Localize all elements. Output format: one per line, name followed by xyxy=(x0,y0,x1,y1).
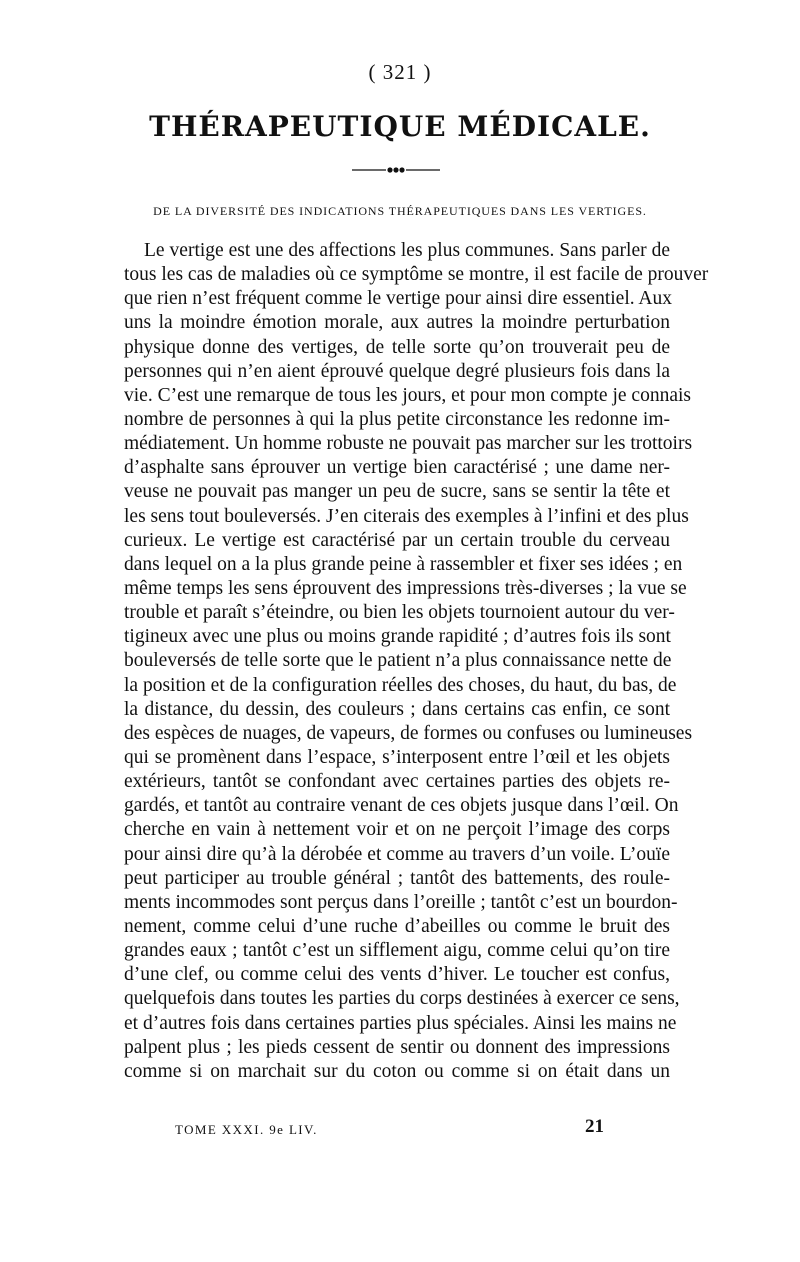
text-line: ments incommodes sont perçus dans l’oreille ; tantôt c’est un bourdon- xyxy=(124,891,678,913)
text-line: trouble et paraît s’éteindre, ou bien les objets tournoient autour du ver- xyxy=(124,602,675,624)
footer-volume: TOME XXXI. 9e LIV. xyxy=(175,1122,318,1137)
text-line: qui se promènent dans l’espace, s’interposent entre l’œil et les objets xyxy=(124,746,670,768)
text-line: gardés, et tantôt au contraire venant de ces objets jusque dans l’œil. On xyxy=(124,795,679,817)
ornament-divider xyxy=(350,165,442,175)
footer-signature: 21 xyxy=(585,1116,604,1137)
text-line: peut participer au trouble général ; tantôt des battements, des roule- xyxy=(124,867,670,889)
page-number: ( 321 ) xyxy=(368,60,432,84)
text-line: d’une clef, ou comme celui des vents d’hiver. Le toucher est confus, xyxy=(124,964,670,986)
text-line: dans lequel on a la plus grande peine à rassembler et fixer ses idées ; en xyxy=(124,553,683,575)
text-line: extérieurs, tantôt se confondant avec certaines parties des objets re- xyxy=(124,771,670,793)
text-line: quelquefois dans toutes les parties du corps destinées à exercer ce sens, xyxy=(124,988,680,1010)
text-line: tous les cas de maladies où ce symptôme se montre, il est facile de prouver xyxy=(124,264,709,286)
text-line: nement, comme celui d’une ruche d’abeilles ou comme le bruit des xyxy=(124,915,670,937)
text-line: curieux. Le vertige est caractérisé par un certain trouble du cerveau xyxy=(124,529,670,551)
text-line: même temps les sens éprouvent des impressions très-diverses ; la vue se xyxy=(124,577,687,599)
text-line: bouleversés de telle sorte que le patient n’a plus connaissance nette de xyxy=(124,650,672,672)
text-line: palpent plus ; les pieds cessent de sentir ou donnent des impressions xyxy=(124,1036,670,1058)
text-line: physique donne des vertiges, de telle sorte qu’on trouverait peu de xyxy=(124,336,670,358)
text-line: Le vertige est une des affections les plus communes. Sans parler de xyxy=(144,240,670,261)
text-line: médiatement. Un homme robuste ne pouvait pas marcher sur les trottoirs xyxy=(124,433,693,455)
text-line: vie. C’est une remarque de tous les jours, et pour mon compte je connais xyxy=(124,384,691,406)
text-line: pour ainsi dire qu’à la dérobée et comme au travers d’un voile. L’ouïe xyxy=(124,843,670,865)
text-line: et d’autres fois dans certaines parties plus spéciales. Ainsi les mains ne xyxy=(124,1012,677,1034)
section-title: THÉRAPEUTIQUE MÉDICALE. xyxy=(149,110,651,143)
text-line: uns la moindre émotion morale, aux autres la moindre perturbation xyxy=(124,312,670,334)
text-line: les sens tout bouleversés. J’en citerais des exemples à l’infini et des plus xyxy=(124,505,689,527)
article-heading: DE LA DIVERSITÉ DES INDICATIONS THÉRAPEUTIQUES DANS LES VERTIGES. xyxy=(153,204,647,218)
text-line: la distance, du dessin, des couleurs ; dans certains cas enfin, ce sont xyxy=(124,698,670,720)
body-text xyxy=(124,239,709,1084)
text-line: personnes qui n’en aient éprouvé quelque degré plusieurs fois dans la xyxy=(124,360,670,382)
text-line: des espèces de nuages, de vapeurs, de formes ou confuses ou lumineuses xyxy=(124,722,693,744)
text-line: la position et de la configuration réelles des choses, du haut, du bas, de xyxy=(124,674,677,696)
text-line: d’asphalte sans éprouver un vertige bien caractérisé ; une dame ner- xyxy=(124,457,670,479)
text-line: comme si on marchait sur du coton ou comme si on était dans un xyxy=(124,1060,670,1082)
text-line: veuse ne pouvait pas manger un peu de sucre, sans se sentir la tête et xyxy=(124,481,670,503)
text-line: nombre de personnes à qui la plus petite circonstance les redonne im- xyxy=(124,408,670,430)
text-line: cherche en vain à nettement voir et on ne perçoit l’image des corps xyxy=(124,819,670,841)
text-line: tigineux avec une plus ou moins grande rapidité ; d’autres fois ils sont xyxy=(124,626,671,648)
text-line: que rien n’est fréquent comme le vertige pour ainsi dire essentiel. Aux xyxy=(124,288,672,310)
text-line: grandes eaux ; tantôt c’est un sifflement aigu, comme celui qu’on tire xyxy=(124,940,670,962)
